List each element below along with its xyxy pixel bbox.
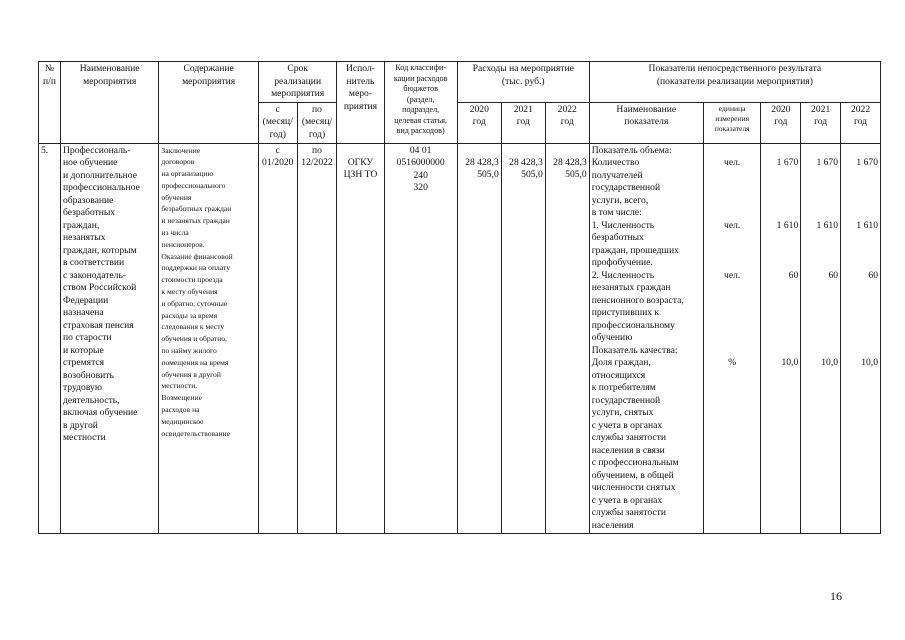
header-exp-2021: 2021 год <box>501 102 545 143</box>
indicator-value-2020 <box>763 382 798 395</box>
indicator-value-2021 <box>803 382 838 395</box>
indicator-value-2022 <box>843 232 878 245</box>
indicator-line: получателей <box>591 169 643 181</box>
indicator-value-2022 <box>843 445 878 458</box>
indicator-value-2021: 1 670 <box>816 157 839 168</box>
indicator-line: приступивших к <box>591 307 660 318</box>
indicator-line: в том числе: <box>591 207 642 218</box>
indicator-value-2022 <box>843 395 878 408</box>
indicator-value-2020 <box>763 507 798 520</box>
indicator-value-2020 <box>763 145 798 158</box>
indicator-value-2021 <box>803 470 838 483</box>
indicator-value-2020 <box>763 195 798 208</box>
indicator-unit <box>706 282 759 295</box>
indicator-value-2021 <box>803 145 838 158</box>
indicator-line: безработных <box>591 232 644 243</box>
indicator-value-2021 <box>803 407 838 420</box>
indicator-value-2020 <box>763 320 798 333</box>
indicator-value-2022 <box>843 495 878 508</box>
header-exp-2022: 2022 год <box>545 102 589 143</box>
indicator-line: Доля граждан, <box>591 357 651 368</box>
header-period: Срок реализации мероприятия <box>258 62 337 103</box>
indicator-value-2022 <box>843 245 878 258</box>
indicator-line: 2. Численность <box>591 269 655 281</box>
indicator-line: граждан, прошедших <box>591 244 679 256</box>
indicator-line: службы занятости <box>591 432 666 443</box>
indicator-line: услуги, всего, <box>591 194 649 206</box>
indicator-value-2022: 10,0 <box>861 357 878 368</box>
indicator-value-2021 <box>803 507 838 520</box>
indicator-value-2021: 10,0 <box>821 357 839 368</box>
indicator-value-2020: 60 <box>788 269 799 281</box>
indicator-value-2021: 60 <box>828 269 839 281</box>
indicator-value-2022 <box>843 145 878 158</box>
indicator-values-2022 <box>841 143 881 534</box>
header-executor: Испол- нитель меро- приятия <box>337 62 384 144</box>
indicator-value-2020 <box>763 420 798 433</box>
indicator-value-2021 <box>803 257 838 270</box>
indicator-unit <box>706 332 759 345</box>
indicator-value-2020 <box>763 245 798 258</box>
indicator-line: населения <box>591 519 634 531</box>
indicator-value-2022: 1 670 <box>856 157 878 168</box>
header-indicators: Показатели непосредственного результата (показатели реализации мероприятия) <box>589 62 880 103</box>
indicator-value-2021 <box>803 182 838 195</box>
indicator-value-2022 <box>843 182 878 195</box>
indicator-unit <box>706 457 759 470</box>
indicator-value-2022: 1 610 <box>856 219 878 231</box>
indicator-unit: чел. <box>724 269 741 281</box>
indicator-line: пенсионного возраста, <box>591 294 684 306</box>
indicator-value-2022 <box>843 320 878 333</box>
indicator-unit <box>706 307 759 320</box>
indicator-value-2021 <box>803 420 838 433</box>
row-executor: ОГКУ ЦЗН ТО <box>337 143 384 534</box>
row-content: Заключение договоров на организацию профессионального обучения безработных граждан и незанятых граждан из числа пенсионеров. Оказание финансовой поддержки на оплату стоимости проезда к месту обучения и обратно, суточные расходы за время следования к месту обучения и обратно, по найму жилого помещения на время обучения в другой местности. Возмещение расходов на медицинское освидетельствование <box>159 143 258 534</box>
header-period-to: по (месяц/ год) <box>297 102 337 143</box>
indicator-value-2022 <box>843 482 878 495</box>
header-unit: единица измерения показателя <box>703 102 761 143</box>
indicator-units <box>703 143 761 534</box>
indicator-unit <box>706 432 759 445</box>
indicator-unit <box>706 420 759 433</box>
header-num: № п/п <box>39 62 61 144</box>
indicator-value-2022 <box>843 382 878 395</box>
indicator-line: Показатель объема: <box>591 144 672 156</box>
indicator-value-2021 <box>803 207 838 220</box>
indicator-line: профобучение. <box>591 257 653 268</box>
indicator-value-2022 <box>843 345 878 358</box>
indicator-unit <box>706 445 759 458</box>
indicator-names <box>589 143 703 534</box>
indicator-unit <box>706 245 759 258</box>
indicator-value-2021 <box>803 232 838 245</box>
indicator-line: обучению <box>591 332 633 343</box>
indicator-value-2020 <box>763 257 798 270</box>
indicator-value-2020 <box>763 370 798 383</box>
indicator-value-2021 <box>803 395 838 408</box>
indicator-unit <box>706 207 759 220</box>
indicator-unit: % <box>728 357 737 368</box>
indicator-value-2022: 60 <box>868 269 878 281</box>
indicator-line: незанятых граждан <box>591 282 671 293</box>
indicator-value-2021 <box>803 345 838 358</box>
measures-table <box>38 61 881 534</box>
indicator-value-2020: 10,0 <box>781 357 799 368</box>
header-exp-2020: 2020 год <box>457 102 501 143</box>
indicator-value-2021 <box>803 195 838 208</box>
indicator-value-2021 <box>803 445 838 458</box>
indicator-value-2022 <box>843 420 878 433</box>
indicator-value-2022 <box>843 507 878 520</box>
indicator-value-2020: 1 670 <box>776 157 799 168</box>
indicator-value-2021: 1 610 <box>816 219 839 231</box>
indicator-value-2020 <box>763 307 798 320</box>
indicator-value-2020 <box>763 482 798 495</box>
indicator-unit <box>706 170 759 183</box>
row-budget-code: 04 01 0516000000 240 320 <box>384 143 457 534</box>
indicator-unit <box>706 257 759 270</box>
indicator-value-2021 <box>803 370 838 383</box>
indicator-value-2021 <box>803 320 838 333</box>
page-number: 16 <box>830 589 842 603</box>
indicator-value-2021 <box>803 482 838 495</box>
indicator-values-2020 <box>761 143 801 534</box>
indicator-unit <box>706 232 759 245</box>
table-row <box>39 143 881 534</box>
indicator-unit <box>706 482 759 495</box>
indicator-unit <box>706 370 759 383</box>
indicator-value-2021 <box>803 432 838 445</box>
header-period-from: с (месяц/ год) <box>258 102 297 143</box>
indicator-unit <box>706 395 759 408</box>
indicator-values-2021 <box>801 143 841 534</box>
indicator-line: обучением, в общей <box>591 469 674 481</box>
indicator-line: с профессиональным <box>591 457 679 468</box>
indicator-line: относящихся <box>591 369 646 381</box>
indicator-value-2021 <box>803 170 838 183</box>
header-ind-2020: 2020 год <box>761 102 801 143</box>
indicator-value-2022 <box>843 407 878 420</box>
indicator-value-2021 <box>803 295 838 308</box>
indicator-value-2022 <box>843 257 878 270</box>
indicator-value-2021 <box>803 495 838 508</box>
indicator-line: услуги, снятых <box>591 407 654 418</box>
indicator-line: Показатель качества: <box>591 344 678 356</box>
indicator-unit <box>706 345 759 358</box>
indicator-value-2020 <box>763 495 798 508</box>
indicator-value-2020 <box>763 207 798 220</box>
indicator-value-2022 <box>843 295 878 308</box>
header-content: Содержание мероприятия <box>159 62 258 144</box>
header-ind-2022: 2022 год <box>841 102 881 143</box>
header-ind-2021: 2021 год <box>801 102 841 143</box>
row-exp-2021: 28 428,3 505,0 <box>501 143 545 534</box>
indicator-value-2020 <box>763 170 798 183</box>
indicator-value-2020 <box>763 345 798 358</box>
indicator-value-2022 <box>843 307 878 320</box>
indicator-value-2021 <box>803 307 838 320</box>
indicator-unit <box>706 295 759 308</box>
indicator-value-2022 <box>843 170 878 183</box>
indicator-value-2022 <box>843 520 878 533</box>
indicator-line: государственной <box>591 394 661 406</box>
header-budget-code: Код классифи- кации расходов бюджетов (раздел, подраздел, целевая статья, вид расходов) <box>384 62 457 144</box>
header-indicator-name: Наименование показателя <box>589 102 703 143</box>
indicator-value-2020 <box>763 332 798 345</box>
indicator-value-2020 <box>763 232 798 245</box>
indicator-value-2022 <box>843 432 878 445</box>
indicator-line: службы занятости <box>591 507 666 518</box>
indicator-line: государственной <box>591 182 661 193</box>
indicator-unit <box>706 407 759 420</box>
row-exp-2020: 28 428,3 505,0 <box>457 143 501 534</box>
indicator-line: профессиональному <box>591 319 675 331</box>
row-period-to: по 12/2022 <box>297 143 337 534</box>
indicator-unit <box>706 382 759 395</box>
indicator-line: к потребителям <box>591 382 656 393</box>
indicator-unit <box>706 495 759 508</box>
indicator-value-2022 <box>843 457 878 470</box>
indicator-value-2022 <box>843 207 878 220</box>
indicator-value-2020 <box>763 407 798 420</box>
indicator-value-2022 <box>843 332 878 345</box>
indicator-unit <box>706 470 759 483</box>
row-exp-2022: 28 428,3 505,0 <box>545 143 589 534</box>
header-expenses: Расходы на мероприятие (тыс. руб.) <box>457 62 589 103</box>
indicator-unit <box>706 145 759 158</box>
indicator-value-2021 <box>803 520 838 533</box>
row-name: Профессиональ- ное обучение и дополнительное профессиональное образование безработных граждан, незанятых граждан, которым в соответствии с законодатель- ством Российской Федерации назначена страховая пенсия по старости и которые стремятся возобновить трудовую деятельность, включая обучение в другой местности <box>60 143 158 534</box>
indicator-value-2022 <box>843 195 878 208</box>
indicator-line: численности снятых <box>591 482 676 493</box>
row-num: 5. <box>39 143 61 534</box>
indicator-unit: чел. <box>724 219 741 231</box>
indicator-value-2020: 1 610 <box>776 219 799 231</box>
indicator-unit <box>706 195 759 208</box>
indicator-value-2020 <box>763 395 798 408</box>
indicator-value-2020 <box>763 457 798 470</box>
indicator-value-2021 <box>803 457 838 470</box>
indicator-value-2020 <box>763 182 798 195</box>
indicator-value-2021 <box>803 245 838 258</box>
indicator-unit <box>706 320 759 333</box>
indicator-value-2020 <box>763 295 798 308</box>
indicator-unit <box>706 507 759 520</box>
indicator-line: 1. Численность <box>591 219 655 231</box>
indicator-unit <box>706 520 759 533</box>
indicator-unit <box>706 182 759 195</box>
indicator-unit: чел. <box>724 157 741 168</box>
indicator-value-2021 <box>803 332 838 345</box>
indicator-value-2020 <box>763 445 798 458</box>
indicator-line: с учета в органах <box>591 419 663 431</box>
indicator-value-2020 <box>763 432 798 445</box>
indicator-value-2021 <box>803 282 838 295</box>
indicator-value-2020 <box>763 282 798 295</box>
indicator-value-2022 <box>843 370 878 383</box>
indicator-line: населения в связи <box>591 444 665 456</box>
indicator-value-2022 <box>843 470 878 483</box>
indicator-value-2020 <box>763 470 798 483</box>
header-name: Наименование мероприятия <box>60 62 158 144</box>
indicator-value-2020 <box>763 520 798 533</box>
indicator-line: Количество <box>591 157 640 168</box>
indicator-value-2022 <box>843 282 878 295</box>
indicator-line: с учета в органах <box>591 494 663 506</box>
row-period-from: с 01/2020 <box>258 143 297 534</box>
